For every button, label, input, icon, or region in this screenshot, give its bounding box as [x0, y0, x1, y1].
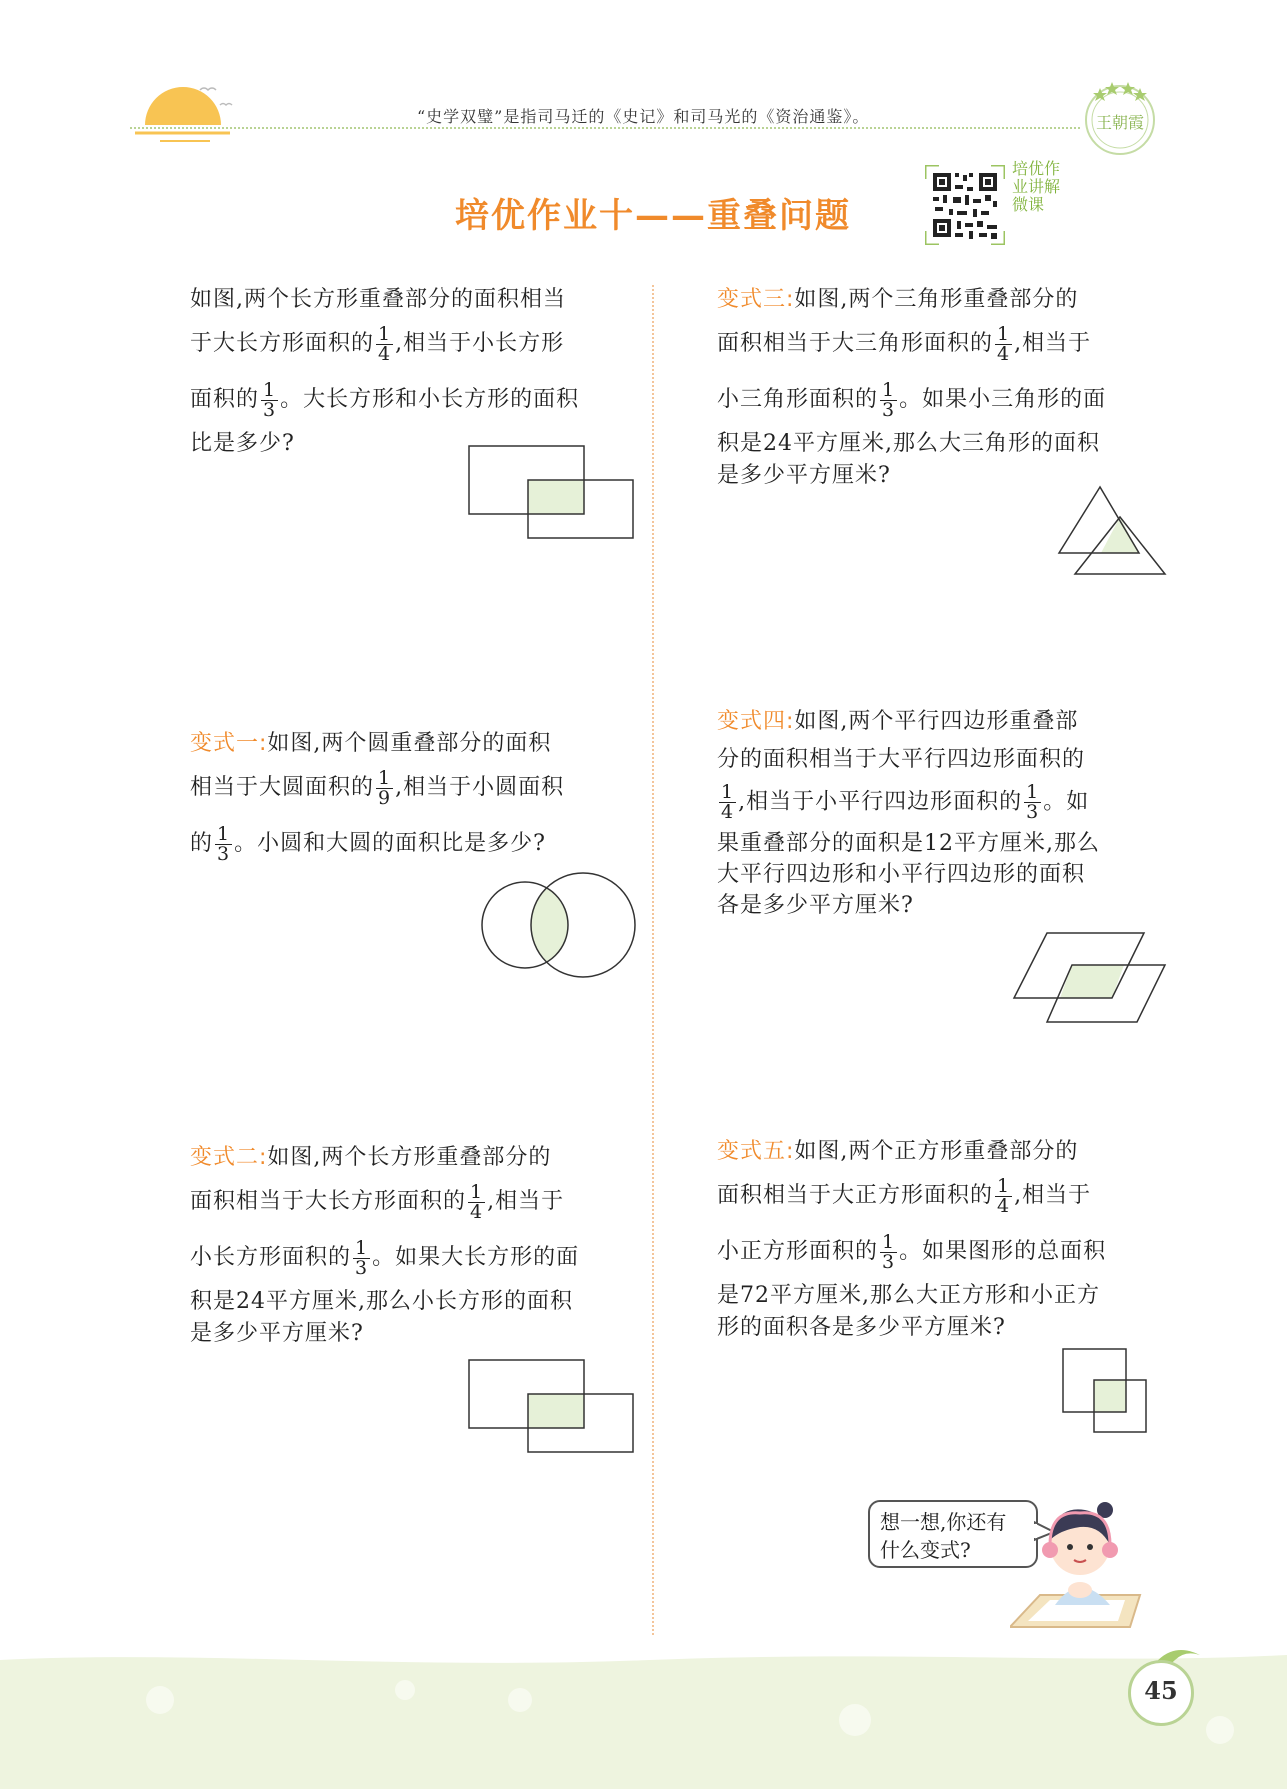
variant-tag: 变式三:: [717, 287, 795, 312]
fraction: $\frac{1}{4}$: [721, 781, 735, 823]
fraction: $\frac{1}{4}$: [997, 1174, 1011, 1217]
fraction: $\frac{1}{3}$: [882, 378, 896, 421]
problem-main: 如图,两个长方形重叠部分的面积相当 于大长方形面积的 $\frac{1}{4}$ ,相当于小长方形 面积的 $\frac{1}{3}$ 。大长方形和小长方形的面积 比是多少?: [190, 278, 635, 466]
figure-two-triangles: [1055, 482, 1170, 577]
variant-tag: 变式一:: [190, 731, 268, 756]
figure-two-rectangles-v2: [465, 1356, 640, 1456]
qr-code[interactable]: [925, 165, 1005, 245]
problem-main-line1: 如图,两个长方形重叠部分的面积相当: [190, 287, 566, 312]
fraction: $\frac{1}{3}$: [355, 1236, 369, 1279]
fraction: $\frac{1}{4}$: [470, 1180, 484, 1223]
variant-tag: 变式二:: [190, 1145, 268, 1170]
fraction: $\frac{1}{4}$: [997, 322, 1011, 365]
figure-two-circles: [475, 870, 645, 985]
sunrise-decoration: [130, 75, 240, 155]
problem-variant-5: 变式五:如图,两个正方形重叠部分的 面积相当于大正方形面积的 $\frac{1}{4}$ ,相当于 小正方形面积的 $\frac{1}{3}$ 。如果图形的总面积 是72平方厘米,那么大正方形和小正方 形的面积各是多少平方厘米?: [717, 1139, 1107, 1340]
qr-label: 培优作业讲解微课: [1012, 159, 1061, 214]
figure-two-rectangles: [465, 442, 640, 542]
header-dotted-line: [130, 127, 1080, 129]
problem-variant-1: 变式一:如图,两个圆重叠部分的面积 相当于大圆面积的 $\frac{1}{9}$ ,相当于小圆面积 的 $\frac{1}{3}$ 。小圆和大圆的面积比是多少?: [190, 731, 565, 865]
problem-variant-2: 变式二:如图,两个长方形重叠部分的 面积相当于大长方形面积的 $\frac{1}{4}$ ,相当于 小长方形面积的 $\frac{1}{3}$ 。如果大长方形的面 积是24平方厘米,那么小长方形的面积 是多少平方厘米?: [190, 1145, 580, 1346]
fraction: $\frac{1}{9}$: [378, 766, 392, 809]
fraction: $\frac{1}{3}$: [882, 1230, 896, 1273]
bubble-line2: 什么变式?: [880, 1538, 971, 1562]
header-quote: “史学双璧”是指司马迁的《史记》和司马光的《资治通鉴》。: [417, 107, 870, 126]
logo-text: 王朝霞: [1095, 113, 1145, 132]
figure-two-squares: [1060, 1346, 1150, 1436]
fraction: $\frac{1}{3}$: [263, 378, 277, 421]
fraction: $\frac{1}{3}$: [217, 822, 231, 865]
bubble-line1: 想一想,你还有: [880, 1510, 1007, 1534]
logo-badge: [1080, 78, 1160, 158]
girl-illustration: [1010, 1485, 1150, 1635]
page-number: 45: [1128, 1660, 1194, 1726]
problem-variant-4: 变式四:如图,两个平行四边形重叠部 分的面积相当于大平行四边形面积的 $\frac{1}{4}$ ,相当于小平行四边形面积的 $\frac{1}{3}$ 。如 果重叠部分的面积是12平方厘米,那么 大平行四边形和小平行四边形的面积 各是多少平方厘米?: [717, 709, 1100, 918]
fraction: $\frac{1}{4}$: [378, 322, 392, 365]
column-divider: [652, 285, 654, 1635]
variant-tag: 变式四:: [717, 709, 795, 734]
page-title: 培优作业十——重叠问题: [455, 196, 851, 236]
variant-tag: 变式五:: [717, 1139, 795, 1164]
figure-two-parallelograms: [1012, 930, 1167, 1025]
fraction: $\frac{1}{3}$: [1026, 781, 1040, 823]
problem-variant-3: 变式三:如图,两个三角形重叠部分的 面积相当于大三角形面积的 $\frac{1}{4}$ ,相当于 小三角形面积的 $\frac{1}{3}$ 。如果小三角形的面 积是24平方厘米,那么大三角形的面积 是多少平方厘米?: [717, 287, 1107, 488]
